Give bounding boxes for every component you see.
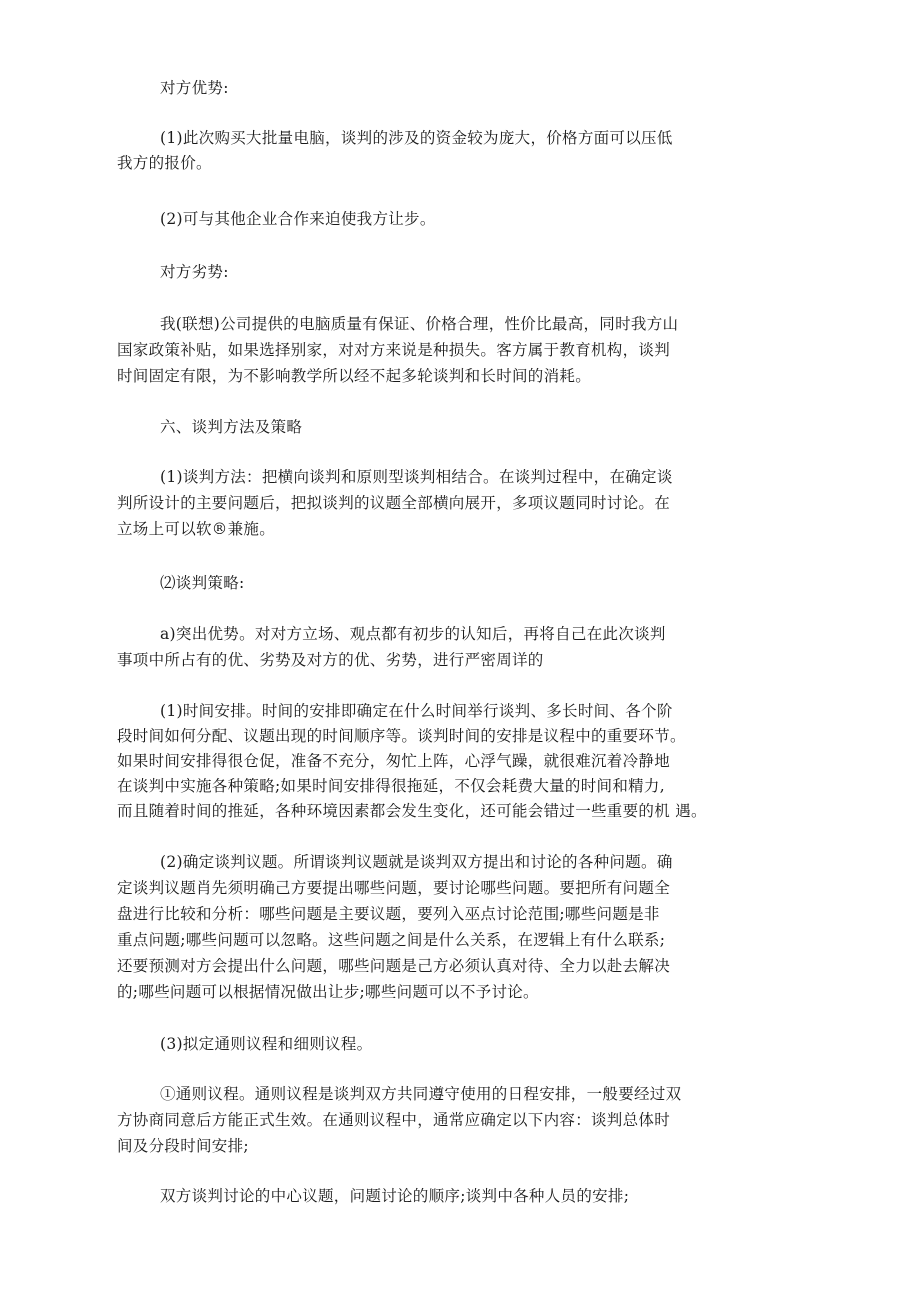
paragraph-line: (3)拟定通则议程和细则议程。	[160, 1035, 373, 1053]
paragraph-line: 判所设计的主要问题后，把拟谈判的议题全部横向展开，多项议题同时讨论。在	[117, 494, 671, 512]
paragraph-line: 的;哪些问题可以根据情况做出让步;哪些问题可以不予讨论。	[117, 983, 539, 1001]
paragraph-line: 还要预测对方会提出什么问题，哪些问题是己方必须认真对待、全力以赴去解决	[117, 957, 671, 975]
paragraph-line: 时间固定有限，为不影响教学所以经不起多轮谈判和长时间的消耗。	[117, 367, 592, 385]
paragraph-line: (1)此次购买大批量电脑，谈判的涉及的资金较为庞大，价格方面可以压低	[160, 129, 673, 147]
paragraph-line: 盘进行比较和分析：哪些问题是主要议题，要列入巫点讨论范围;哪些问题是非	[117, 905, 660, 923]
paragraph-line: 方协商同意后方能正式生效。在通则议程中，通常应确定以下内容：谈判总体时	[117, 1111, 671, 1129]
paragraph-line: 我方的报价。	[117, 154, 212, 172]
subheading-strategy: ⑵谈判策略:	[160, 574, 245, 592]
paragraph-line: 重点问题;哪些问题可以忽略。这些问题之间是什么关系，在逻辑上有什么联系;	[117, 931, 666, 949]
paragraph-line: 间及分段时间安排;	[117, 1137, 249, 1155]
paragraph-line: (2)确定谈判议题。所谓谈判议题就是谈判双方提出和讨论的各种问题。确	[160, 853, 673, 871]
heading-opponent-weaknesses: 对方劣势:	[160, 263, 229, 281]
section-heading: 六、谈判方法及策略	[160, 418, 303, 436]
paragraph-line: 立场上可以软®兼施。	[117, 520, 276, 538]
paragraph-line: 如果时间安排得很仓促，准备不充分，匆忙上阵，心浮气躁，就很难沉着冷静地	[117, 752, 671, 770]
paragraph-line: 国家政策补贴，如果选择别家，对对方来说是种损失。客方属于教育机构，谈判	[117, 341, 671, 359]
paragraph-line: (1)谈判方法：把横向谈判和原则型谈判相结合。在谈判过程中，在确定谈	[160, 468, 673, 486]
paragraph-line: (1)时间安排。时间的安排即确定在什么时间举行谈判、多长时间、各个阶	[160, 702, 673, 720]
paragraph-line: ①通则议程。通则议程是谈判双方共同遵守使用的日程安排，一般要经过双	[160, 1085, 682, 1103]
heading-opponent-strengths: 对方优势:	[160, 79, 229, 97]
paragraph-line: 定谈判议题肖先须明确己方要提出哪些问题，要讨论哪些问题。要把所有问题全	[117, 879, 671, 897]
paragraph-line: a)突出优势。对对方立场、观点都有初步的认知后，再将自己在此次谈判	[160, 625, 666, 643]
paragraph-line: 段时间如何分配、议题出现的时间顺序等。谈判时间的安排是议程中的重要环节。	[117, 727, 686, 745]
paragraph-line: (2)可与其他企业合作来迫使我方让步。	[160, 210, 436, 228]
paragraph-line: 而且随着时间的推延，各种环境因素都会发生变化，还可能会错过一些重要的机 遇。	[117, 802, 707, 820]
paragraph-line: 事项中所占有的优、劣势及对方的优、劣势，进行严密周详的	[117, 651, 544, 669]
paragraph-line: 我(联想)公司提供的电脑质量有保证、价格合理，性价比最高，同时我方山	[160, 315, 679, 333]
paragraph-line: 在谈判中实施各种策略;如果时间安排得很拖延，不仅会耗费大量的时间和精力,	[117, 777, 665, 795]
paragraph-line: 双方谈判讨论的中心议题，问题讨论的顺序;谈判中各种人员的安排;	[160, 1187, 630, 1205]
